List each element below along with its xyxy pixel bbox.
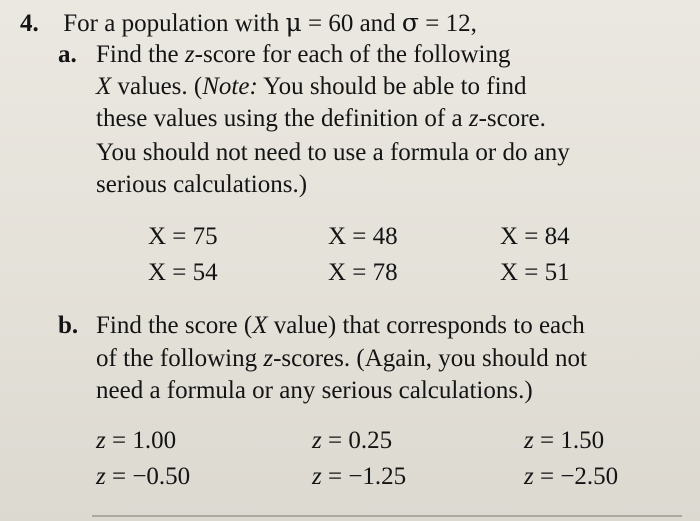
equation-value: = −2.50 [533, 463, 619, 490]
z-variable: z [524, 427, 534, 454]
mu-value: = 60 and [307, 10, 396, 37]
z-equation [96, 462, 190, 492]
equation-value: = 1.50 [533, 427, 605, 454]
text-segment: Find the [96, 41, 185, 68]
problem-intro: For a population with [63, 10, 280, 37]
part-b-line-1 [96, 311, 585, 341]
text-segment: You should not need to use a formula or do any [96, 139, 570, 166]
part-a-line-2 [96, 72, 527, 102]
x-equation: X = 54 [148, 259, 218, 286]
problem-header [20, 8, 477, 39]
z-equation [524, 426, 604, 456]
part-a-line-5 [96, 170, 307, 200]
text-segment: -score. [478, 105, 546, 132]
text-segment: these values using the definition of a [96, 105, 469, 132]
z-variable: z [96, 463, 106, 490]
text-segment: values. ( [111, 73, 203, 100]
note-label: Note: [202, 73, 258, 100]
equation-value: = 0.25 [321, 427, 393, 454]
text-segment: -score for each of the following [194, 41, 511, 68]
mu-symbol: μ [285, 8, 302, 37]
text-segment: value) that corresponds to each [267, 312, 585, 339]
z-variable: z [96, 427, 106, 454]
part-b-label: b. [58, 312, 79, 339]
x-variable: X [252, 312, 268, 339]
x-equation: X = 48 [328, 223, 398, 250]
text-segment: serious calculations.) [96, 171, 308, 198]
text-segment: need a formula or any serious calculations.) [96, 377, 533, 404]
z-variable: z [524, 463, 534, 490]
z-equation [312, 462, 406, 492]
z-equation [96, 426, 176, 456]
part-a-label: a. [58, 41, 77, 68]
text-segment: Find the score ( [96, 312, 253, 339]
z-variable: z [312, 427, 322, 454]
problem-number: 4. [20, 10, 39, 37]
x-equation: X = 84 [500, 223, 570, 250]
sigma-value: = 12, [425, 10, 477, 37]
cutoff-text-line [92, 515, 682, 517]
equation-value: = 1.00 [105, 427, 177, 454]
z-variable: z [184, 41, 195, 68]
part-a-line-1 [96, 40, 511, 70]
x-equation: X = 78 [328, 259, 398, 286]
sigma-symbol: σ [401, 8, 419, 37]
part-a-line-4 [96, 138, 570, 168]
equation-value: = −1.25 [321, 463, 407, 490]
part-b-line-3 [96, 376, 533, 406]
text-segment: -scores. (Again, you should not [273, 345, 587, 372]
x-equation: X = 75 [148, 223, 218, 250]
z-equation [524, 462, 618, 492]
z-variable: z [312, 463, 322, 490]
z-variable: z [263, 345, 274, 372]
z-equation [312, 426, 392, 456]
text-segment: of the following [96, 345, 264, 372]
part-a-line-3 [96, 104, 546, 134]
part-b-line-2 [96, 344, 587, 374]
x-variable: X [96, 73, 112, 100]
equation-value: = −0.50 [105, 463, 191, 490]
x-equation: X = 51 [500, 259, 570, 286]
text-segment: You should be able to find [257, 73, 527, 100]
z-variable: z [468, 105, 479, 132]
